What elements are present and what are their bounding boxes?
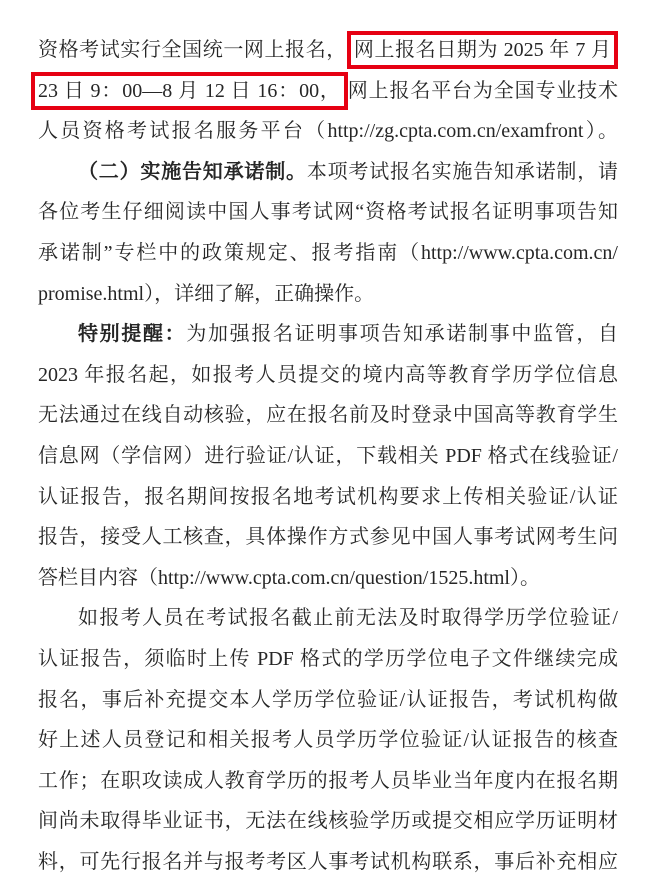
text-line <box>38 395 618 436</box>
text-run: promise.html），详细了解，正确操作。 <box>38 282 375 305</box>
text-run: 间尚未取得毕业证书，无法在线核验学历或提交相应学历证明材 <box>38 810 618 833</box>
text-run: 报名，事后补充提交本人学历学位验证/认证报告，考试机构做 <box>38 688 618 711</box>
text-run: 好上述人员登记和相关报考人员学历学位验证/认证报告的核查 <box>38 729 618 752</box>
text-run: 承诺制”专栏中的政策规定、报考指南（http://www.cpta.com.cn/ <box>38 241 618 264</box>
text-line <box>38 30 618 71</box>
text-run: 认证报告，报名期间按报名地考试机构要求上传相关验证/认证 <box>38 485 618 508</box>
text-line <box>38 720 618 761</box>
text-run: 料，可先行报名并与报考考区人事考试机构联系，事后补充相应 <box>38 850 618 873</box>
highlighted-registration-date-text: 23 日 9：00—8 月 12 日 16：00， <box>31 72 348 110</box>
text-run: 如报考人员在考试报名截止前无法及时取得学历学位验证/ <box>78 607 618 630</box>
text-run: 资格考试实行全国统一网上报名， <box>38 39 347 61</box>
text-run: 报告，接受人工核查，具体操作方式参见中国人事考试网考生问 <box>38 526 618 549</box>
text-line <box>38 436 618 477</box>
text-run: 网上报名平台为全国专业技术 <box>347 79 619 102</box>
text-line <box>38 192 618 233</box>
text-run: 信息网（学信网）进行验证/认证，下载相关 PDF 格式在线验证/ <box>38 444 618 467</box>
text-run: 为加强报名证明事项告知承诺制事中监管，自 <box>186 323 619 346</box>
text-line <box>38 111 618 152</box>
text-line <box>38 274 618 315</box>
text-run: 人员资格考试报名服务平台（http://zg.cpta.com.cn/examfront）。 <box>38 120 618 143</box>
text-run: 认证报告，须临时上传 PDF 格式的学历学位电子文件继续完成 <box>38 647 618 670</box>
text-run: 本项考试报名实施告知承诺制，请 <box>306 160 619 183</box>
text-line <box>38 598 618 639</box>
text-line <box>38 477 618 518</box>
text-line <box>38 801 618 842</box>
text-line <box>38 639 618 680</box>
text-run: 2023 年报名起，如报考人员提交的境内高等教育学历学位信息 <box>38 363 618 386</box>
text-line <box>38 761 618 802</box>
document-text-block <box>38 30 618 882</box>
highlighted-registration-date-text: 网上报名日期为 2025 年 7 月 <box>347 31 618 69</box>
text-run: 答栏目内容（http://www.cpta.com.cn/question/1525.html）。 <box>38 566 540 589</box>
text-line <box>38 152 618 193</box>
text-run: 工作；在职攻读成人教育学历的报考人员毕业当年度内在报名期 <box>38 769 618 792</box>
text-line <box>38 233 618 274</box>
text-run: 无法通过在线自动核验，应在报名前及时登录中国高等教育学生 <box>38 404 618 427</box>
text-line <box>38 842 618 883</box>
text-line <box>38 355 618 396</box>
text-run: 各位考生仔细阅读中国人事考试网“资格考试报名证明事项告知 <box>38 201 618 224</box>
text-line <box>38 71 618 112</box>
text-line <box>38 314 618 355</box>
text-line <box>38 558 618 599</box>
emphasis-text: 特别提醒： <box>78 323 187 346</box>
text-line <box>38 517 618 558</box>
emphasis-text: （二）实施告知承诺制。 <box>78 160 307 183</box>
text-line <box>38 680 618 721</box>
